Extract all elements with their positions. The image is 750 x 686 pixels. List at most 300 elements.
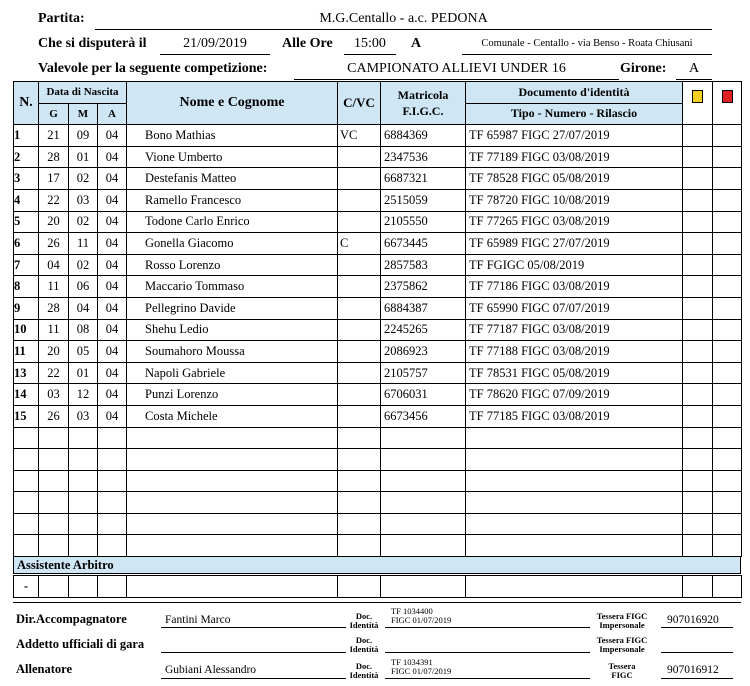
birth-day: 28 <box>39 297 69 319</box>
birth-year: 04 <box>98 233 127 255</box>
captain-flag <box>338 427 381 449</box>
player-row <box>14 125 742 147</box>
birth-year: 04 <box>98 146 127 168</box>
assistente-cell <box>683 576 713 598</box>
player-row <box>14 233 742 255</box>
captain-flag <box>338 470 381 492</box>
birth-day: 11 <box>39 276 69 298</box>
birth-month <box>69 449 98 471</box>
doc-label-1: Doc. <box>355 635 373 645</box>
birth-day: 21 <box>39 125 69 147</box>
yellow-card-cell <box>683 297 713 319</box>
col-doc-header: Documento d'identità <box>466 82 683 104</box>
captain-flag <box>338 168 381 190</box>
staff-section <box>13 602 741 686</box>
player-row <box>14 449 742 471</box>
player-row <box>14 427 742 449</box>
birth-year: 04 <box>98 276 127 298</box>
captain-flag <box>338 146 381 168</box>
addetto-label: Addetto ufficiali di gara <box>16 637 145 651</box>
birth-month: 02 <box>69 254 98 276</box>
birth-day <box>39 449 69 471</box>
captain-flag <box>338 384 381 406</box>
matricola: 2347536 <box>381 146 466 168</box>
matricola: 2086923 <box>381 341 466 363</box>
player-name: Pellegrino Davide <box>127 297 338 319</box>
addetto-doc-label <box>345 636 383 654</box>
player-row <box>14 513 742 535</box>
birth-year: 04 <box>98 384 127 406</box>
birth-month: 01 <box>69 362 98 384</box>
yellow-card-cell <box>683 211 713 233</box>
birth-month <box>69 492 98 514</box>
allenatore-name-line <box>161 678 346 679</box>
matricola-header-line2: F.I.G.C. <box>402 104 444 119</box>
allenatore-doc-label <box>345 662 383 680</box>
matricola: 2105757 <box>381 362 466 384</box>
matricola: 6884369 <box>381 125 466 147</box>
player-row <box>14 146 742 168</box>
yellow-card-cell <box>683 384 713 406</box>
documento <box>466 427 683 449</box>
red-card-cell <box>713 297 742 319</box>
matricola: 6884387 <box>381 297 466 319</box>
tessera-label-2: Impersonale <box>599 620 645 630</box>
tessera-label-1: Tessera FIGC <box>596 635 648 645</box>
red-card-cell <box>713 427 742 449</box>
birth-month: 04 <box>69 297 98 319</box>
row-number <box>14 535 39 557</box>
row-number <box>14 427 39 449</box>
match-date: 21/09/2019 <box>183 36 247 51</box>
birth-day: 26 <box>39 405 69 427</box>
player-row <box>14 254 742 276</box>
birth-day: 20 <box>39 211 69 233</box>
documento: TF 77188 FIGC 03/08/2019 <box>466 341 683 363</box>
yellow-card-cell <box>683 276 713 298</box>
player-row <box>14 341 742 363</box>
yellow-card-cell <box>683 470 713 492</box>
col-data-header: Data di Nascita <box>39 82 127 104</box>
matricola: 6706031 <box>381 384 466 406</box>
allenatore-doc-line2: FIGC 01/07/2019 <box>391 666 452 676</box>
birth-day <box>39 470 69 492</box>
birth-year: 04 <box>98 189 127 211</box>
yellow-card-cell <box>683 492 713 514</box>
allenatore-name: Gubiani Alessandro <box>165 664 257 676</box>
tessera-label-2: Impersonale <box>599 644 645 654</box>
dir-label: Dir.Accompagnatore <box>16 612 127 626</box>
player-name <box>127 513 338 535</box>
player-row <box>14 470 742 492</box>
birth-day <box>39 535 69 557</box>
birth-year <box>98 470 127 492</box>
birth-day: 17 <box>39 168 69 190</box>
player-row <box>14 362 742 384</box>
captain-flag <box>338 341 381 363</box>
player-row <box>14 168 742 190</box>
player-row <box>14 189 742 211</box>
birth-year: 04 <box>98 405 127 427</box>
row-number <box>14 492 39 514</box>
red-card-cell <box>713 405 742 427</box>
documento: TF 78720 FIGC 10/08/2019 <box>466 189 683 211</box>
assistente-cell <box>98 576 127 598</box>
player-name <box>127 492 338 514</box>
player-row <box>14 211 742 233</box>
player-row <box>14 297 742 319</box>
ore-label: Alle Ore <box>282 36 333 51</box>
player-name <box>127 449 338 471</box>
player-name: Shehu Ledio <box>127 319 338 341</box>
player-name: Gonella Giacomo <box>127 233 338 255</box>
player-name: Vione Umberto <box>127 146 338 168</box>
dir-doc-line <box>385 627 590 628</box>
assistente-cell <box>713 576 742 598</box>
row-number: 3 <box>14 168 39 190</box>
competizione-label: Valevole per la seguente competizione: <box>38 61 268 76</box>
birth-day: 22 <box>39 362 69 384</box>
doc-label-1: Doc. <box>355 661 373 671</box>
documento: TF 65987 FIGC 27/07/2019 <box>466 125 683 147</box>
yellow-card-header <box>683 82 713 125</box>
birth-year: 04 <box>98 362 127 384</box>
player-name: Ramello Francesco <box>127 189 338 211</box>
matricola <box>381 470 466 492</box>
assistente-cell <box>127 576 338 598</box>
documento: TF 77185 FIGC 03/08/2019 <box>466 405 683 427</box>
birth-year: 04 <box>98 297 127 319</box>
dir-tessera: 907016920 <box>667 614 719 626</box>
row-number: 9 <box>14 297 39 319</box>
birth-year <box>98 535 127 557</box>
match-time: 15:00 <box>354 36 386 51</box>
birth-month: 03 <box>69 189 98 211</box>
yellow-card-cell <box>683 254 713 276</box>
yellow-card-icon <box>692 90 703 103</box>
addetto-doc-line <box>385 652 590 653</box>
yellow-card-cell <box>683 513 713 535</box>
matricola: 2375862 <box>381 276 466 298</box>
red-card-cell <box>713 168 742 190</box>
col-a-header: A <box>98 103 127 125</box>
player-row <box>14 276 742 298</box>
captain-flag <box>338 254 381 276</box>
dir-tessera-label <box>589 612 655 630</box>
row-number: 11 <box>14 341 39 363</box>
player-row <box>14 405 742 427</box>
yellow-card-cell <box>683 189 713 211</box>
birth-day: 26 <box>39 233 69 255</box>
yellow-card-cell <box>683 319 713 341</box>
player-name: Napoli Gabriele <box>127 362 338 384</box>
captain-flag: VC <box>338 125 381 147</box>
birth-month <box>69 470 98 492</box>
row-number: 2 <box>14 146 39 168</box>
birth-month: 06 <box>69 276 98 298</box>
dir-tessera-line <box>661 627 733 628</box>
documento: TF 77265 FIGC 03/08/2019 <box>466 211 683 233</box>
a-label: A <box>411 36 422 51</box>
red-card-cell <box>713 384 742 406</box>
red-card-cell <box>713 449 742 471</box>
matricola: 6687321 <box>381 168 466 190</box>
row-number: 1 <box>14 125 39 147</box>
matricola: 2857583 <box>381 254 466 276</box>
red-card-cell <box>713 319 742 341</box>
birth-day <box>39 427 69 449</box>
row-number: 5 <box>14 211 39 233</box>
birth-month: 01 <box>69 146 98 168</box>
tessera-label-1: Tessera FIGC <box>596 611 648 621</box>
yellow-card-cell <box>683 341 713 363</box>
row-number: 15 <box>14 405 39 427</box>
matricola <box>381 513 466 535</box>
data-line <box>160 54 270 55</box>
disputa-label: Che si disputerà il <box>38 36 147 51</box>
player-name: Rosso Lorenzo <box>127 254 338 276</box>
player-name: Punzi Lorenzo <box>127 384 338 406</box>
yellow-card-cell <box>683 168 713 190</box>
red-card-cell <box>713 535 742 557</box>
dir-doc-line1: TF 1034400 <box>391 606 433 616</box>
yellow-card-cell <box>683 146 713 168</box>
player-name <box>127 427 338 449</box>
documento: TF 77187 FIGC 03/08/2019 <box>466 319 683 341</box>
birth-month <box>69 513 98 535</box>
dir-doc-line2: FIGC 01/07/2019 <box>391 615 452 625</box>
documento: TF 78620 FIGC 07/09/2019 <box>466 384 683 406</box>
assistente-arbitro-label: Assistente Arbitro <box>13 556 741 574</box>
birth-year: 04 <box>98 168 127 190</box>
birth-year: 04 <box>98 125 127 147</box>
girone-label: Girone: <box>620 61 667 76</box>
dir-name: Fantini Marco <box>165 614 231 626</box>
birth-month: 08 <box>69 319 98 341</box>
doc-label-2: Identità <box>349 670 379 680</box>
birth-month <box>69 427 98 449</box>
matricola <box>381 449 466 471</box>
player-name: Bono Mathias <box>127 125 338 147</box>
col-cvc-header: C/VC <box>338 82 381 125</box>
documento: TF 78528 FIGC 05/08/2019 <box>466 168 683 190</box>
documento: TF 77186 FIGC 03/08/2019 <box>466 276 683 298</box>
red-card-cell <box>713 513 742 535</box>
captain-flag <box>338 297 381 319</box>
tessera-short-1: Tessera <box>608 661 636 671</box>
assistente-cell <box>338 576 381 598</box>
addetto-name-line <box>161 652 346 653</box>
dir-doc <box>391 607 451 625</box>
col-matricola-header <box>381 82 466 125</box>
red-card-cell <box>713 211 742 233</box>
player-name <box>127 470 338 492</box>
birth-month: 03 <box>69 405 98 427</box>
partita-value: M.G.Centallo - a.c. PEDONA <box>319 11 488 26</box>
row-number <box>14 449 39 471</box>
assistente-cell <box>381 576 466 598</box>
col-g-header: G <box>39 103 69 125</box>
doc-label-1: Doc. <box>355 611 373 621</box>
birth-day <box>39 492 69 514</box>
girone-value: A <box>688 61 700 76</box>
captain-flag <box>338 362 381 384</box>
row-number <box>14 470 39 492</box>
row-number: 10 <box>14 319 39 341</box>
birth-day: 03 <box>39 384 69 406</box>
matricola: 2515059 <box>381 189 466 211</box>
birth-day: 11 <box>39 319 69 341</box>
addetto-tessera-line <box>661 652 733 653</box>
birth-day: 20 <box>39 341 69 363</box>
birth-year <box>98 513 127 535</box>
row-number: 7 <box>14 254 39 276</box>
col-doc-subheader: Tipo - Numero - Rilascio <box>466 103 683 125</box>
matricola <box>381 427 466 449</box>
birth-day: 28 <box>39 146 69 168</box>
partita-label: Partita: <box>38 11 85 26</box>
assistente-row-value: - <box>14 576 39 598</box>
captain-flag <box>338 276 381 298</box>
documento <box>466 492 683 514</box>
documento: TF 65990 FIGC 07/07/2019 <box>466 297 683 319</box>
captain-flag <box>338 189 381 211</box>
partita-line <box>95 29 712 30</box>
birth-day: 04 <box>39 254 69 276</box>
birth-day <box>39 513 69 535</box>
red-card-icon <box>722 90 733 103</box>
captain-flag: C <box>338 233 381 255</box>
birth-year: 04 <box>98 211 127 233</box>
allenatore-doc-line <box>385 678 590 679</box>
red-card-cell <box>713 492 742 514</box>
col-nome-header: Nome e Cognome <box>127 82 338 125</box>
allenatore-doc <box>391 658 451 676</box>
birth-month: 02 <box>69 211 98 233</box>
assistente-cell <box>466 576 683 598</box>
yellow-card-cell <box>683 405 713 427</box>
matricola <box>381 535 466 557</box>
assistente-cell <box>69 576 98 598</box>
player-row <box>14 319 742 341</box>
match-venue: Comunale - Centallo - via Benso - Roata Chiusani <box>481 38 693 49</box>
red-card-header <box>713 82 742 125</box>
competition-name: CAMPIONATO ALLIEVI UNDER 16 <box>347 61 566 76</box>
birth-day: 22 <box>39 189 69 211</box>
row-number: 13 <box>14 362 39 384</box>
red-card-cell <box>713 125 742 147</box>
birth-year <box>98 449 127 471</box>
matricola: 6673456 <box>381 405 466 427</box>
player-name: Soumahoro Moussa <box>127 341 338 363</box>
matricola: 2105550 <box>381 211 466 233</box>
allenatore-label: Allenatore <box>16 662 73 676</box>
red-card-cell <box>713 276 742 298</box>
birth-year: 04 <box>98 254 127 276</box>
red-card-cell <box>713 233 742 255</box>
doc-label-2: Identità <box>349 620 379 630</box>
row-number: 14 <box>14 384 39 406</box>
yellow-card-cell <box>683 125 713 147</box>
documento <box>466 470 683 492</box>
player-table <box>13 81 742 557</box>
addetto-tessera-label <box>589 636 655 654</box>
birth-year: 04 <box>98 341 127 363</box>
assistente-cell <box>39 576 69 598</box>
player-name: Todone Carlo Enrico <box>127 211 338 233</box>
player-name <box>127 535 338 557</box>
assistente-table <box>13 575 742 598</box>
red-card-cell <box>713 362 742 384</box>
doc-label-2: Identità <box>349 644 379 654</box>
ora-line <box>344 54 396 55</box>
yellow-card-cell <box>683 449 713 471</box>
player-name: Maccario Tommaso <box>127 276 338 298</box>
competizione-line <box>294 79 619 80</box>
player-row <box>14 535 742 557</box>
documento: TF FGIGC 05/08/2019 <box>466 254 683 276</box>
allenatore-doc-line1: TF 1034391 <box>391 657 433 667</box>
documento <box>466 513 683 535</box>
captain-flag <box>338 513 381 535</box>
dir-doc-label <box>345 612 383 630</box>
red-card-cell <box>713 146 742 168</box>
col-n-header: N. <box>14 82 39 125</box>
col-m-header: M <box>69 103 98 125</box>
documento: TF 78531 FIGC 05/08/2019 <box>466 362 683 384</box>
birth-year: 04 <box>98 319 127 341</box>
tessera-short-2: FIGC <box>611 670 633 680</box>
red-card-cell <box>713 189 742 211</box>
captain-flag <box>338 319 381 341</box>
captain-flag <box>338 405 381 427</box>
matricola: 2245265 <box>381 319 466 341</box>
documento <box>466 449 683 471</box>
red-card-cell <box>713 341 742 363</box>
yellow-card-cell <box>683 535 713 557</box>
birth-year <box>98 492 127 514</box>
allenatore-tessera: 907016912 <box>667 664 719 676</box>
birth-month: 02 <box>69 168 98 190</box>
red-card-cell <box>713 254 742 276</box>
dir-name-line <box>161 627 346 628</box>
row-number: 6 <box>14 233 39 255</box>
player-name: Costa Michele <box>127 405 338 427</box>
documento: TF 77189 FIGC 03/08/2019 <box>466 146 683 168</box>
birth-year <box>98 427 127 449</box>
matricola-header-line1: Matricola <box>397 88 449 103</box>
player-row <box>14 384 742 406</box>
yellow-card-cell <box>683 362 713 384</box>
row-number: 8 <box>14 276 39 298</box>
yellow-card-cell <box>683 427 713 449</box>
captain-flag <box>338 211 381 233</box>
row-number: 4 <box>14 189 39 211</box>
allenatore-tessera-line <box>661 678 733 679</box>
girone-line <box>676 79 712 80</box>
birth-month: 09 <box>69 125 98 147</box>
birth-month <box>69 535 98 557</box>
red-card-cell <box>713 470 742 492</box>
player-row <box>14 492 742 514</box>
captain-flag <box>338 535 381 557</box>
documento <box>466 535 683 557</box>
captain-flag <box>338 449 381 471</box>
birth-month: 12 <box>69 384 98 406</box>
row-number <box>14 513 39 535</box>
birth-month: 11 <box>69 233 98 255</box>
player-name: Destefanis Matteo <box>127 168 338 190</box>
